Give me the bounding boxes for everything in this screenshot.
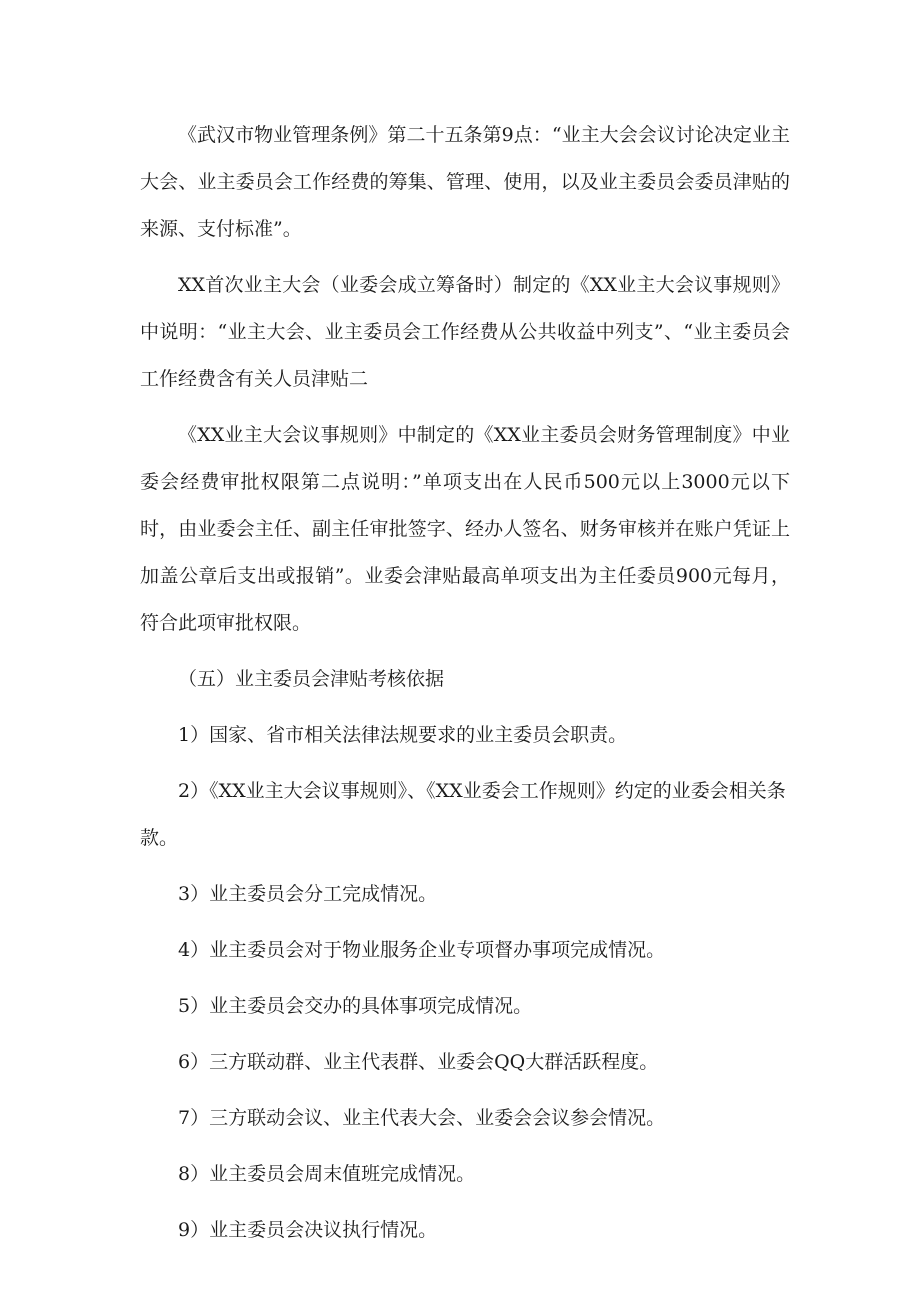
section-heading: （五）业主委员会津贴考核依据 — [178, 668, 445, 690]
list-item: 4）业主委员会对于物业服务企业专项督办事项完成情况。 — [178, 939, 666, 961]
list-item: 2）《XX业主大会议事规则》、《XX业委会工作规则》约定的业委会相关条款。 — [140, 780, 786, 849]
list-item: 8）业主委员会周末值班完成情况。 — [178, 1163, 476, 1185]
list-item: 3）业主委员会分工完成情况。 — [178, 883, 438, 905]
paragraph-rules-of-procedure: XX首次业主大会（业委会成立筹备时）制定的《XX业主大会议事规则》中说明：“业主大会、业主委员会工作经费从公共收益中列支”、“业主委员会工作经费含有关人员津贴二 — [140, 274, 790, 390]
list-item: 1）国家、省市相关法律法规要求的业主委员会职责。 — [178, 724, 628, 746]
list-item: 5）业主委员会交办的具体事项完成情况。 — [178, 995, 533, 1017]
list-item: 7）三方联动会议、业主代表大会、业委会会议参会情况。 — [178, 1107, 666, 1129]
list-item: 9）业主委员会决议执行情况。 — [178, 1219, 438, 1241]
document-body — [140, 112, 790, 1254]
paragraph-financial-approval: 《XX业主大会议事规则》中制定的《XX业主委员会财务管理制度》中业委会经费审批权限第二点说明：”单项支出在人民币500元以上3000元以下时，由业委会主任、副主任审批签字、经办人签名、财务审核并在账户凭证上加盖公章后支出或报销”。业委会津贴最高单项支出为主任委员900元每月，符合此项审批权限。 — [140, 424, 790, 634]
list-item: 6）三方联动群、业主代表群、业委会QQ大群活跃程度。 — [178, 1051, 659, 1073]
paragraph-regulation-article: 《武汉市物业管理条例》第二十五条第9点：“业主大会会议讨论决定业主大会、业主委员会工作经费的筹集、管理、使用，以及业主委员会委员津贴的来源、支付标准”。 — [140, 124, 790, 240]
